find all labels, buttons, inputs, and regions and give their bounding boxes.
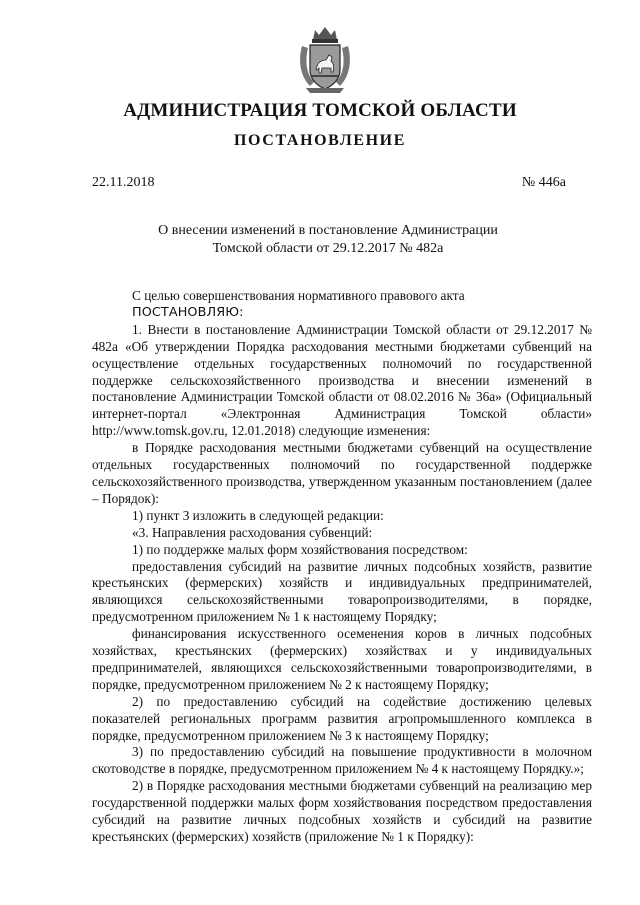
document-date: 22.11.2018 xyxy=(92,175,155,190)
organization-title: АДМИНИСТРАЦИЯ ТОМСКОЙ ОБЛАСТИ xyxy=(123,100,517,121)
subject-line: О внесении изменений в постановление Администрации xyxy=(158,223,498,238)
document-subject xyxy=(0,222,640,258)
body-paragraph: предоставления субсидий на развитие личных подсобных хозяйств, развитие крестьянских (фермерских) хозяйств и индивидуальных предпринимателей, являющихся сельскохозяйственными товаропроизводителями, в порядке, предусмотренном приложением № 1 к настоящему Порядку; xyxy=(92,558,592,625)
body-paragraph: в Порядке расходования местными бюджетами субвенций на осуществление отдельных государственных полномочий по государственной поддержке сельскохозяйственного производства, утвержденном указанным постановлением (далее – Порядок): xyxy=(92,440,592,506)
body-paragraph: 2) в Порядке расходования местными бюджетами субвенций на реализацию мер государственной поддержки малых форм хозяйствования посредством предоставления субсидий на развитие личных подсобных хозяйств и субсидий на развитие крестьянских (фермерских) хозяйств (приложение № 1 к Порядку): xyxy=(92,778,592,844)
body-paragraph: финансирования искусственного осеменения коров в личных подсобных хозяйствах, крестьянских (фермерских) хозяйствах и у индивидуальных предпринимателей, являющихся сельскохозяйственными товаропроизводителями, в порядке, предусмотренном приложением № 2 к настоящему Порядку; xyxy=(92,626,592,692)
body-paragraph: С целью совершенствования нормативного правового акта xyxy=(132,288,465,303)
tomsk-coat-of-arms-icon xyxy=(296,24,354,94)
body-paragraph: 1. Внести в постановление Администрации Томской области от 29.12.2017 № 482а «Об утверждении Порядка расходования местными бюджетами субвенций на осуществление отдельных государственных полномочий по государственной поддержке сельскохозяйственного производства и внесении изменений в постановление Администрации Томской области от 08.02.2016 № 36а» (Официальный интернет-портал «Электронная Администрация Томской области» http://www.tomsk.gov.ru, 12.01.2018) следующие изменения: xyxy=(92,321,592,439)
body-paragraph: 2) по предоставлению субсидий на содействие достижению целевых показателей региональных программ развития агропромышленного комплекса в порядке, предусмотренном приложением № 3 к настоящему Порядку; xyxy=(92,693,592,743)
resolve-heading: ПОСТАНОВЛЯЮ: xyxy=(132,304,244,320)
body-paragraph: 3) по предоставлению субсидий на повышение продуктивности в молочном скотоводстве в порядке, предусмотренном приложением № 4 к настоящему Порядку.»; xyxy=(92,744,592,777)
subject-line: Томской области от 29.12.2017 № 482а xyxy=(212,241,444,256)
document-number: № 446а xyxy=(521,175,566,190)
document-body xyxy=(92,288,592,846)
document-type: ПОСТАНОВЛЕНИЕ xyxy=(234,132,406,149)
body-paragraph: 1) пункт 3 изложить в следующей редакции: xyxy=(132,507,384,523)
body-paragraph: «3. Направления расходования субвенций: xyxy=(132,524,373,540)
body-paragraph: 1) по поддержке малых форм хозяйствования посредством: xyxy=(132,541,468,557)
